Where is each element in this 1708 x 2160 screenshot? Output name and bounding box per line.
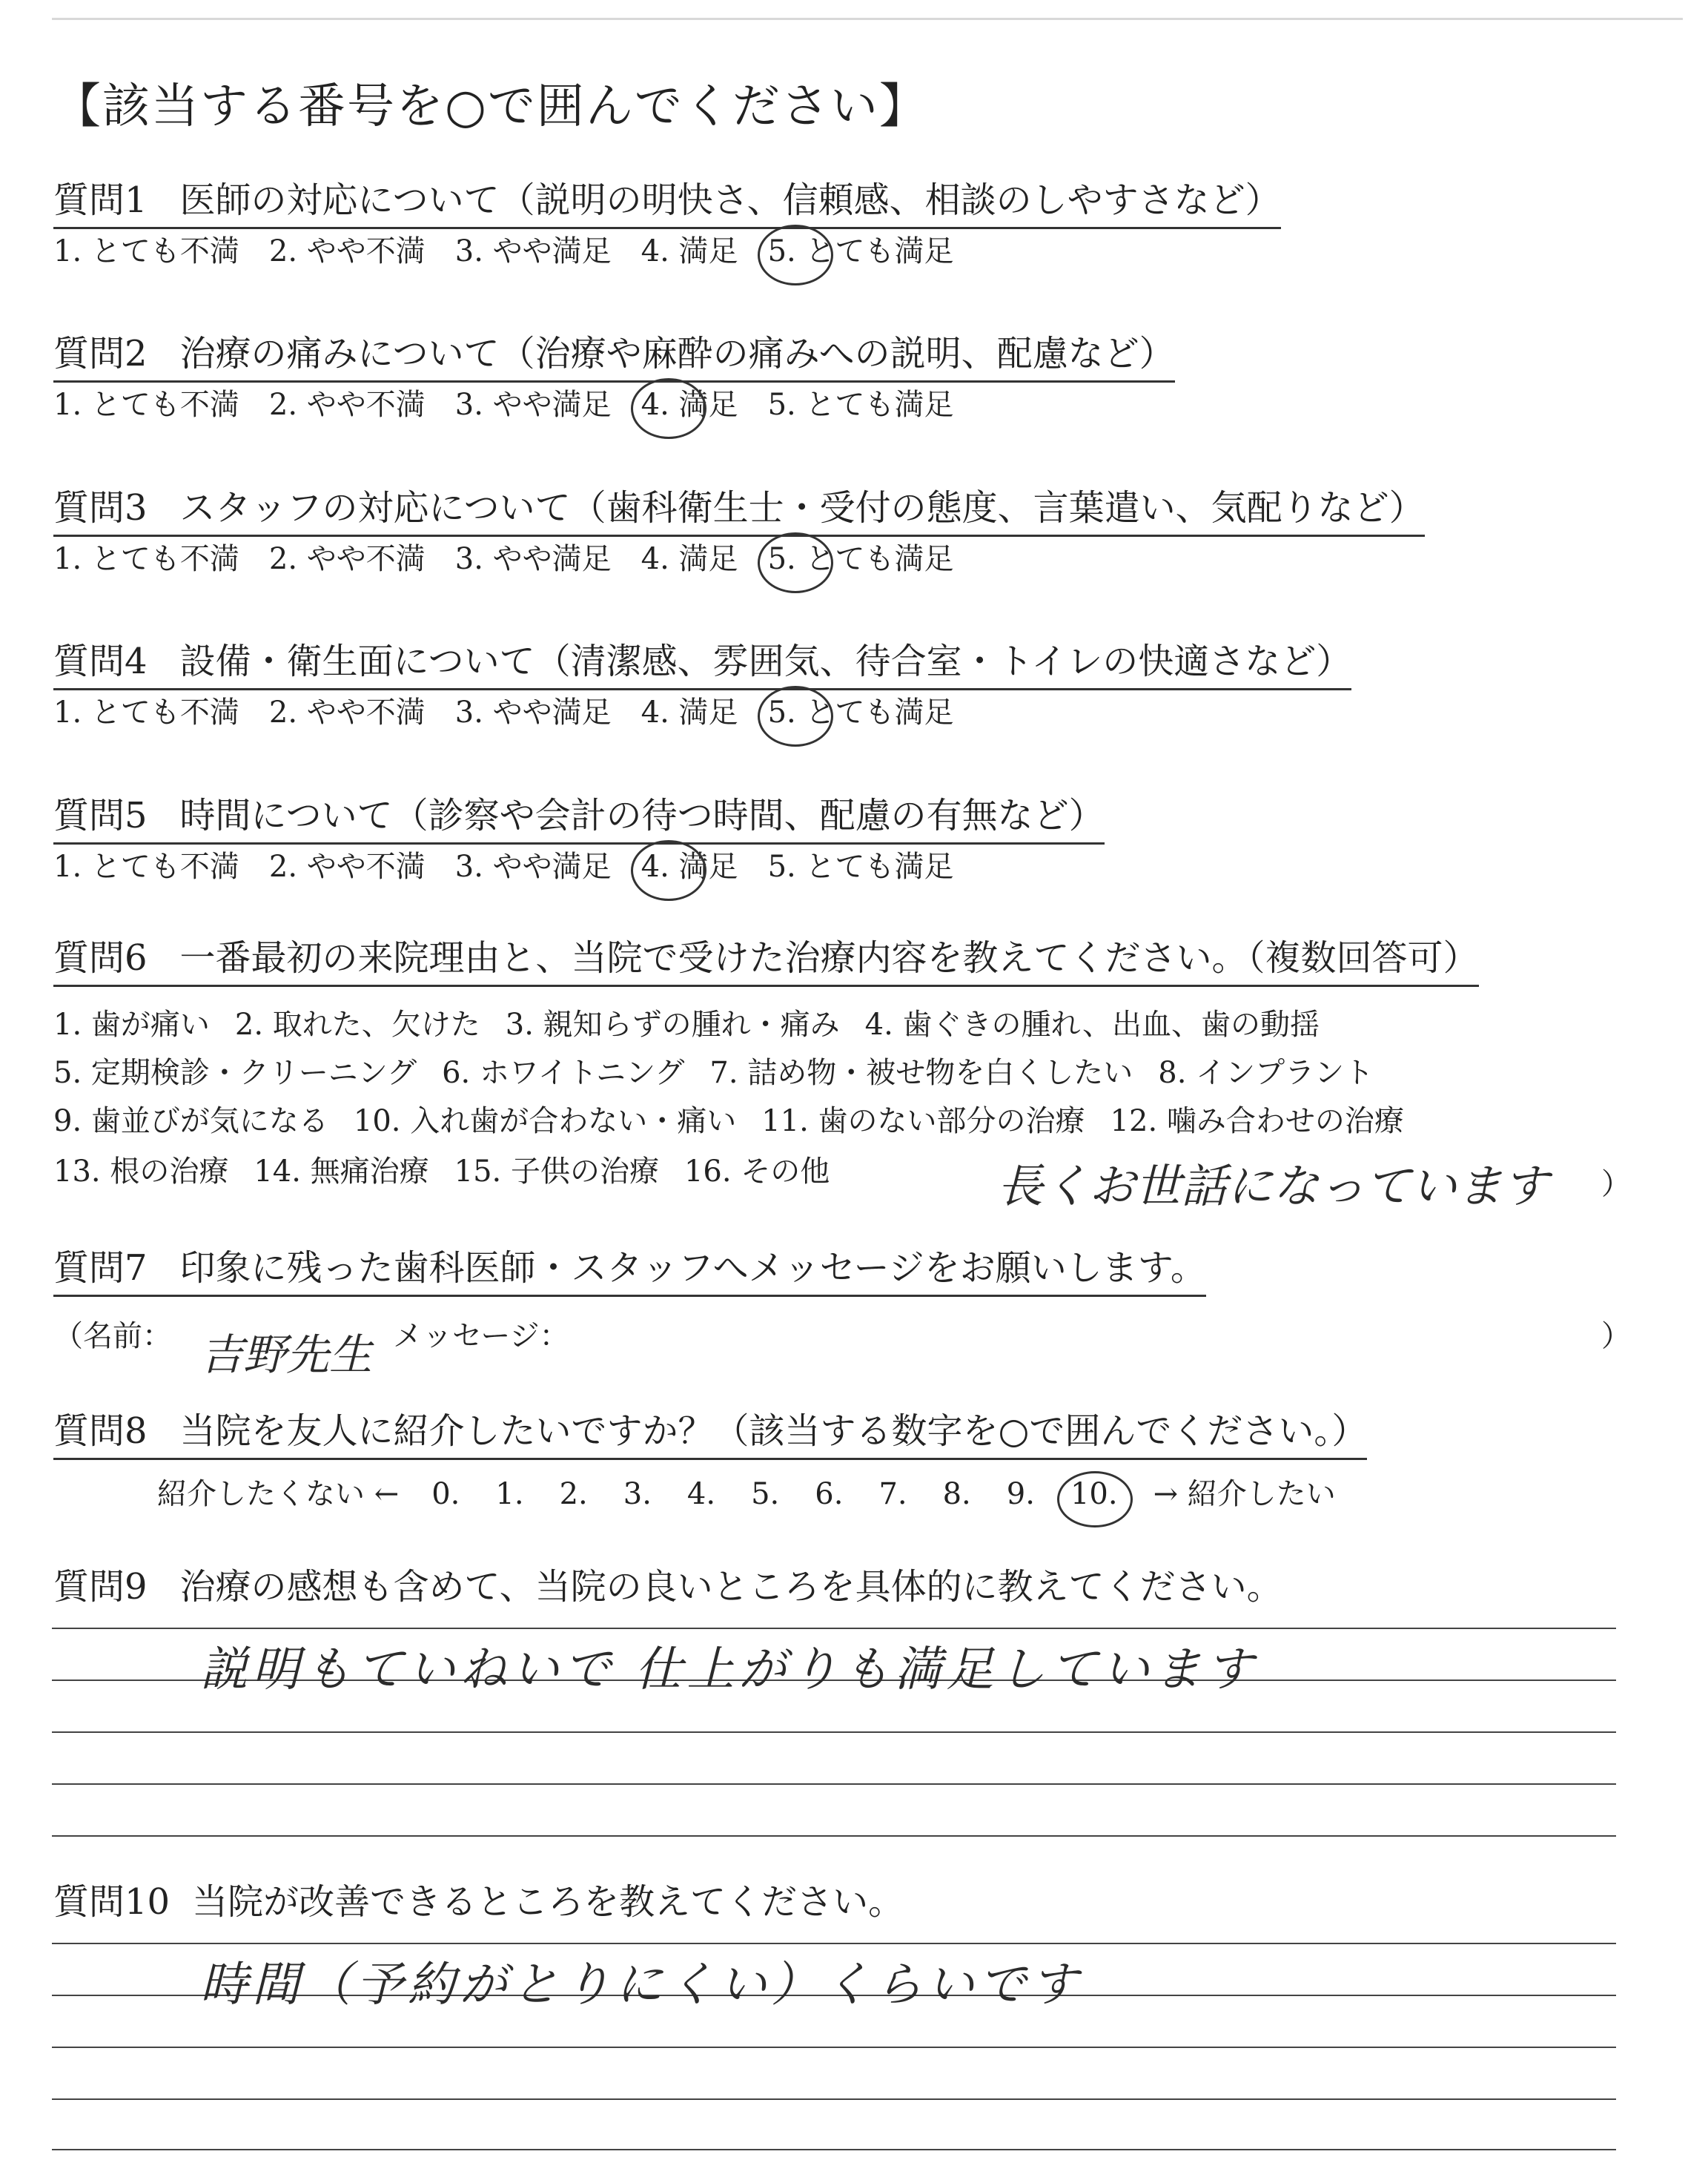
rating-option-2[interactable]: 2. やや不満 xyxy=(268,696,426,730)
rating-option-1[interactable]: 1. とても不満 xyxy=(53,696,239,730)
question-title xyxy=(53,639,1351,690)
scale-left-label: 紹介したくない ← xyxy=(157,1477,400,1511)
question-2 xyxy=(53,331,1175,424)
answer-line xyxy=(52,1835,1616,1837)
rating-option-3[interactable]: 3. やや満足 xyxy=(454,388,612,422)
referral-option[interactable]: 6. xyxy=(815,1477,844,1511)
question-text: 設備・衛生面について（清潔感、雰囲気、待合室・トイレの快適さなど） xyxy=(179,641,1352,682)
rating-option-5[interactable]: 5. とても満足 xyxy=(768,693,954,732)
question-text: 当院を友人に紹介したいですか？（該当する数字を○で囲んでください。） xyxy=(179,1410,1368,1452)
rating-options xyxy=(53,693,1351,732)
referral-option[interactable]: 4. xyxy=(686,1477,716,1511)
question-9 xyxy=(53,1565,1282,1609)
reason-option[interactable]: 11. 歯のない部分の治療 xyxy=(761,1104,1085,1138)
question-title xyxy=(53,1246,1206,1297)
referral-option[interactable]: 9. xyxy=(1006,1477,1035,1511)
name-handwriting: 吉野先生 xyxy=(200,1330,373,1380)
reason-option[interactable]: 6. ホワイトニング xyxy=(442,1056,685,1090)
question-8 xyxy=(53,1409,1367,1513)
question-label: 質問4 xyxy=(53,641,148,682)
question-6 xyxy=(53,936,1479,987)
question-10 xyxy=(53,1880,904,1924)
question-label: 質問8 xyxy=(53,1410,148,1452)
rating-option-2[interactable]: 2. やや不満 xyxy=(268,388,426,422)
question-text: スタッフの対応について（歯科衛生士・受付の態度、言葉遣い、気配りなど） xyxy=(179,487,1425,529)
reason-row xyxy=(53,1097,1429,1140)
rating-option-3[interactable]: 3. やや満足 xyxy=(454,234,612,268)
reason-option[interactable]: 14. 無痛治療 xyxy=(254,1155,429,1189)
question-text: 医師の対応について（説明の明快さ、信頼感、相談のしやすさなど） xyxy=(179,179,1281,221)
reason-option[interactable]: 12. 噛み合わせの治療 xyxy=(1110,1104,1404,1138)
question-title xyxy=(53,1565,1282,1609)
rating-option-3[interactable]: 3. やや満足 xyxy=(454,542,612,576)
answer-line xyxy=(52,2098,1616,2100)
top-border xyxy=(52,18,1683,20)
reason-row xyxy=(53,1001,1345,1043)
rating-option-4[interactable]: 4. 満足 xyxy=(640,542,738,576)
question-label: 質問1 xyxy=(53,179,148,221)
question-title xyxy=(53,1409,1367,1460)
question-text: 当院が改善できるところを教えてください。 xyxy=(192,1881,904,1923)
question-text: 時間について（診察や会計の待つ時間、配慮の有無など） xyxy=(179,795,1105,836)
message-label: メッセージ： xyxy=(393,1319,569,1353)
question-title xyxy=(53,1880,904,1924)
referral-option[interactable]: 10. xyxy=(1070,1477,1118,1511)
reason-option[interactable]: 13. 根の治療 xyxy=(53,1155,229,1189)
rating-option-5[interactable]: 5. とても満足 xyxy=(768,540,954,578)
referral-option[interactable]: 5. xyxy=(751,1477,780,1511)
question-title xyxy=(53,486,1425,537)
reason-option[interactable]: 5. 定期検診・クリーニング xyxy=(53,1056,417,1090)
page-heading: 【該当する番号を○で囲んでください】 xyxy=(53,79,928,134)
paren-close: ） xyxy=(1601,1319,1631,1353)
rating-options xyxy=(53,386,1175,424)
question-text: 印象に残った歯科医師・スタッフへメッセージをお願いします。 xyxy=(179,1247,1206,1289)
question-7 xyxy=(53,1246,1206,1297)
answer-line xyxy=(52,2047,1616,2048)
question-title xyxy=(53,936,1479,987)
question-3 xyxy=(53,486,1425,578)
question-5 xyxy=(53,793,1105,886)
answer-line xyxy=(52,2149,1616,2150)
reason-option[interactable]: 8. インプラント xyxy=(1158,1056,1374,1090)
answer-line xyxy=(52,1628,1616,1629)
question-1 xyxy=(53,178,1281,271)
referral-option[interactable]: 1. xyxy=(495,1477,524,1511)
rating-option-1[interactable]: 1. とても不満 xyxy=(53,542,239,576)
rating-option-2[interactable]: 2. やや不満 xyxy=(268,850,426,884)
referral-option[interactable]: 0. xyxy=(431,1477,460,1511)
question-label: 質問10 xyxy=(53,1881,171,1923)
other-answer-handwriting: 長くお世話になっています xyxy=(997,1159,1549,1213)
question-title xyxy=(53,178,1281,229)
reason-row xyxy=(53,1148,855,1190)
referral-scale xyxy=(157,1470,1367,1513)
rating-option-5[interactable]: 5. とても満足 xyxy=(767,388,954,422)
name-label: （名前： xyxy=(53,1319,172,1353)
question-title xyxy=(53,331,1175,383)
answer-handwriting: 説明もていねいで 仕上がりも満足しています xyxy=(200,1642,1258,1697)
reason-option[interactable]: 15. 子供の治療 xyxy=(454,1155,659,1189)
reason-option[interactable]: 10. 入れ歯が合わない・痛い xyxy=(353,1104,737,1138)
reason-option[interactable]: 2. 取れた、欠けた xyxy=(234,1008,480,1042)
question-text: 一番最初の来院理由と、当院で受けた治療内容を教えてください。（複数回答可） xyxy=(179,937,1479,979)
question-text: 治療の感想も含めて、当院の良いところを具体的に教えてください。 xyxy=(179,1566,1282,1608)
rating-option-4[interactable]: 4. 満足 xyxy=(641,848,738,886)
answer-line xyxy=(52,1943,1616,1944)
reason-option[interactable]: 7. 詰め物・被せ物を白くしたい xyxy=(709,1056,1133,1090)
reason-row xyxy=(53,1049,1399,1091)
question-label: 質問3 xyxy=(53,487,148,529)
question-label: 質問6 xyxy=(53,937,148,979)
question-label: 質問9 xyxy=(53,1566,148,1608)
rating-option-2[interactable]: 2. やや不満 xyxy=(268,234,426,268)
question-label: 質問5 xyxy=(53,795,148,836)
question-label: 質問7 xyxy=(53,1247,148,1289)
reason-option[interactable]: 9. 歯並びが気になる xyxy=(53,1104,328,1138)
referral-option[interactable]: 8. xyxy=(942,1477,971,1511)
rating-option-3[interactable]: 3. やや満足 xyxy=(454,696,612,730)
reason-option[interactable]: 1. 歯が痛い xyxy=(53,1008,210,1042)
rating-option-5[interactable]: 5. とても満足 xyxy=(768,232,954,271)
answer-line xyxy=(52,1783,1616,1785)
scale-right-label: → 紹介したい xyxy=(1153,1477,1336,1511)
question-title xyxy=(53,793,1105,845)
paren-close: ） xyxy=(1601,1167,1631,1201)
reason-option[interactable]: 16. その他 xyxy=(683,1155,830,1189)
referral-option[interactable]: 7. xyxy=(878,1477,907,1511)
rating-option-1[interactable]: 1. とても不満 xyxy=(53,234,239,268)
question-text: 治療の痛みについて（治療や麻酔の痛みへの説明、配慮など） xyxy=(179,333,1175,374)
rating-option-5[interactable]: 5. とても満足 xyxy=(767,850,954,884)
referral-option[interactable]: 3. xyxy=(623,1477,652,1511)
rating-options xyxy=(53,232,1281,271)
rating-option-3[interactable]: 3. やや満足 xyxy=(454,850,612,884)
reason-option[interactable]: 4. 歯ぐきの腫れ、出血、歯の動揺 xyxy=(864,1008,1320,1042)
referral-option[interactable]: 2. xyxy=(559,1477,588,1511)
reason-option[interactable]: 3. 親知らずの腫れ・痛み xyxy=(505,1008,840,1042)
question-4 xyxy=(53,639,1351,732)
rating-option-4[interactable]: 4. 満足 xyxy=(640,234,738,268)
rating-option-1[interactable]: 1. とても不満 xyxy=(53,388,239,422)
answer-handwriting: 時間（予約がとりにくい）くらいです xyxy=(200,1958,1082,2012)
rating-option-4[interactable]: 4. 満足 xyxy=(640,696,738,730)
rating-options xyxy=(53,540,1425,578)
rating-options xyxy=(53,848,1105,886)
question-label: 質問2 xyxy=(53,333,148,374)
rating-option-2[interactable]: 2. やや不満 xyxy=(268,542,426,576)
rating-option-4[interactable]: 4. 満足 xyxy=(641,386,738,424)
rating-option-1[interactable]: 1. とても不満 xyxy=(53,850,239,884)
answer-line xyxy=(52,1731,1616,1733)
